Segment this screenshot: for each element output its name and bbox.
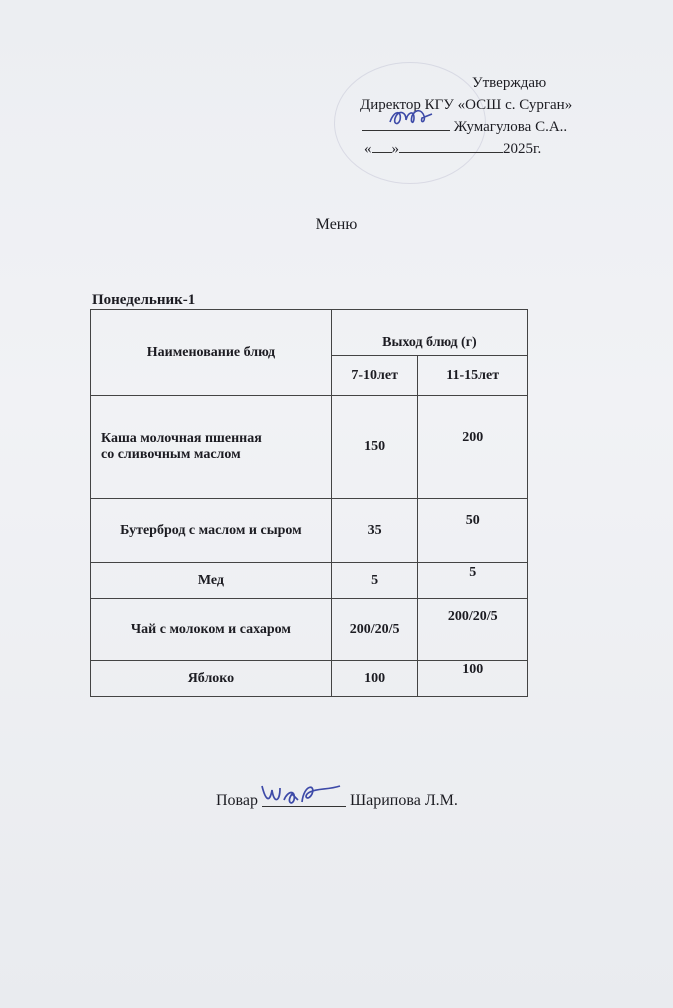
portion-11-15: 200 — [418, 396, 528, 499]
table-row — [91, 396, 528, 499]
cook-signature-block — [216, 790, 458, 810]
cook-name: Шарипова Л.М. — [350, 792, 458, 809]
dish-name: Чай с молоком и сахаром — [91, 599, 332, 661]
table-row — [91, 661, 528, 697]
director-signature — [388, 106, 434, 130]
page-title: Меню — [315, 216, 358, 233]
header-dish: Наименование блюд — [91, 310, 332, 396]
director-name: Жумагулова С.А.. — [453, 119, 568, 135]
day-label: Понедельник-1 — [92, 292, 196, 308]
portion-7-10: 150 — [331, 396, 418, 499]
dish-name: Мед — [91, 563, 332, 599]
cook-signature-blank — [262, 790, 346, 807]
table-row — [91, 599, 528, 661]
signature-blank — [362, 116, 450, 131]
approval-block — [360, 72, 650, 160]
header-age-7-10: 7-10лет — [331, 356, 418, 396]
header-age-11-15: 11-15лет — [418, 356, 528, 396]
portion-11-15: 100 — [418, 661, 528, 697]
portion-11-15: 50 — [418, 499, 528, 563]
portion-7-10: 100 — [331, 661, 418, 697]
header-output: Выход блюд (г) — [331, 310, 527, 356]
table-row — [91, 563, 528, 599]
portion-7-10: 200/20/5 — [331, 599, 418, 661]
approve-word: Утверждаю — [472, 75, 547, 91]
director-signature-line — [360, 116, 650, 138]
approval-year: 2025г. — [503, 141, 542, 157]
dish-name: Бутерброд с маслом и сыром — [91, 499, 332, 563]
portion-7-10: 35 — [331, 499, 418, 563]
portion-11-15: 200/20/5 — [418, 599, 528, 661]
portion-7-10: 5 — [331, 563, 418, 599]
dish-name: Каша молочная пшенная со сливочным маслом — [91, 396, 332, 499]
cook-signature — [258, 780, 348, 810]
approval-date-line: « » 2025г. — [360, 138, 650, 160]
cook-role: Повар — [216, 792, 258, 809]
table-row — [91, 499, 528, 563]
portion-11-15: 5 — [418, 563, 528, 599]
menu-table — [90, 309, 528, 697]
director-position: Директор КГУ «ОСШ с. Сурган» — [360, 97, 573, 113]
dish-name: Яблоко — [91, 661, 332, 697]
table-header-row — [91, 310, 528, 356]
